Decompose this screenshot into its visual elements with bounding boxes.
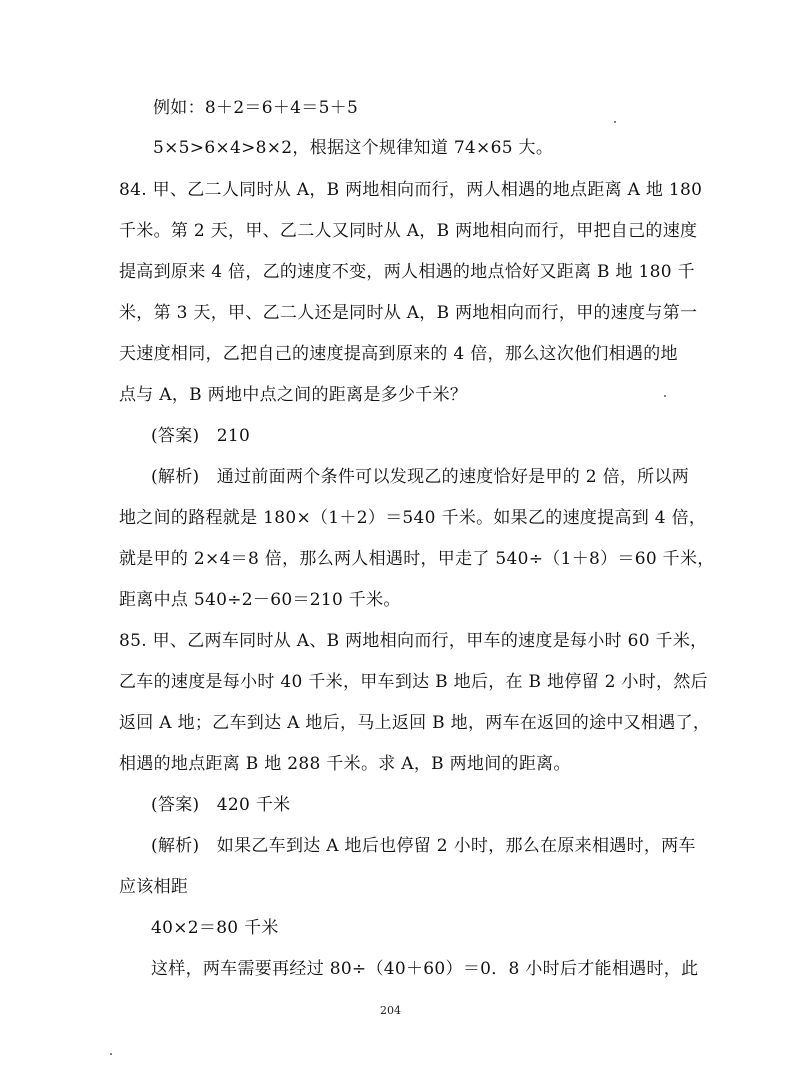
problem-84-line-6: 点与 A，B 两地中点之间的距离是多少千米？	[119, 385, 468, 405]
analysis-84-line-2: 地之间的路程就是 180×（1＋2）＝540 千米。如果乙的速度提高到 4 倍，	[119, 508, 707, 528]
analysis-84-line-3: 就是甲的 2×4＝8 倍，那么两人相遇时，甲走了 540÷（1＋8）＝60 千米，	[119, 549, 715, 569]
problem-85-line-4: 相遇的地点距离 B 地 288 千米。求 A，B 两地间的距离。	[119, 754, 571, 774]
scan-speck	[110, 1053, 112, 1055]
problem-85-line-2: 乙车的速度是每小时 40 千米，甲车到达 B 地后，在 B 地停留 2 小时，然后	[119, 672, 708, 692]
answer-85: (答案) 420 千米	[151, 795, 291, 815]
analysis-85-line-3: 40×2＝80 千米	[151, 918, 279, 938]
problem-85-line-3: 返回 A 地；乙车到达 A 地后，马上返回 B 地，两车在返回的途中又相遇了，	[119, 713, 711, 733]
analysis-84-line-4: 距离中点 540÷2－60＝210 千米。	[119, 590, 401, 610]
analysis-85-line-1: (解析) 如果乙车到达 A 地后也停留 2 小时，那么在原来相遇时，两车	[151, 836, 696, 856]
problem-84-line-4: 米，第 3 天，甲、乙二人还是同时从 A，B 两地相向而行，甲的速度与第一	[119, 303, 698, 323]
problem-84-line-5: 天速度相同，乙把自己的速度提高到原来的 4 倍，那么这次他们相遇的地	[119, 344, 678, 364]
problem-84-line-3: 提高到原来 4 倍，乙的速度不变，两人相遇的地点恰好又距离 B 地 180 千	[119, 262, 695, 282]
scan-speck	[664, 395, 666, 397]
page-number: 204	[380, 1004, 401, 1017]
problem-84-line-1: 84. 甲、乙二人同时从 A，B 两地相向而行，两人相遇的地点距离 A 地 180	[119, 180, 703, 200]
scan-speck	[614, 121, 616, 123]
analysis-85-line-2: 应该相距	[119, 877, 189, 897]
analysis-85-line-4: 这样，两车需要再经过 80÷（40＋60）＝0．8 小时后才能相遇时，此	[151, 959, 699, 979]
problem-85-line-1: 85. 甲、乙两车同时从 A、B 两地相向而行，甲车的速度是每小时 60 千米，	[119, 631, 708, 651]
problem-84-line-2: 千米。第 2 天，甲、乙二人又同时从 A，B 两地相向而行，甲把自己的速度	[119, 221, 698, 241]
example-line: 例如：8＋2＝6＋4＝5＋5	[153, 98, 359, 118]
analysis-84-line-1: (解析) 通过前面两个条件可以发现乙的速度恰好是甲的 2 倍，所以两	[151, 467, 690, 487]
rule-conclusion-line: 5×5>6×4>8×2，根据这个规律知道 74×65 大。	[153, 138, 554, 158]
answer-84: (答案) 210	[151, 426, 251, 446]
